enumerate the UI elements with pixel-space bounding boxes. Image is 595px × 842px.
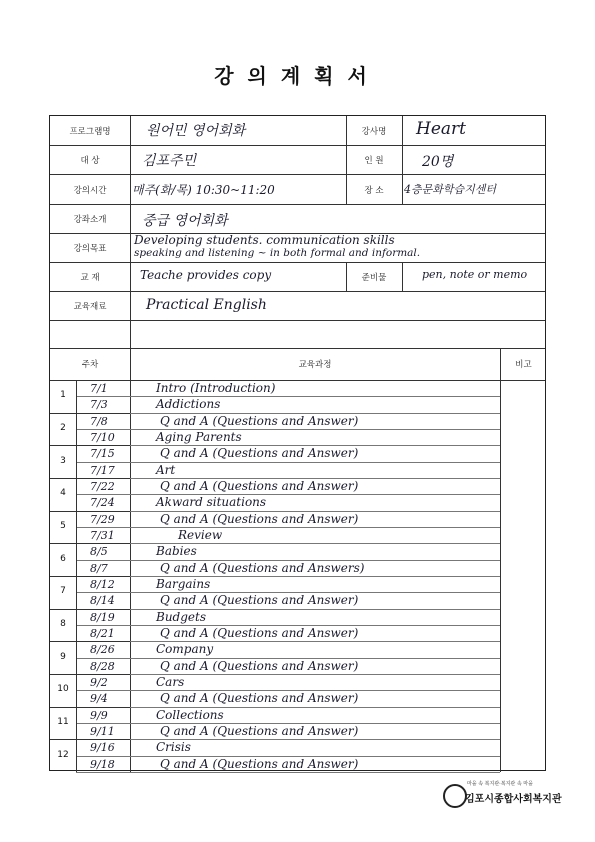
goal-line-2: speaking and listening ~ in both formal and informal. [134, 247, 421, 259]
entry-rule [76, 429, 500, 430]
entry-rule [76, 707, 500, 708]
resource-value: Practical English [146, 297, 267, 313]
entry-date: 8/19 [90, 610, 115, 624]
entry-topic: Q and A (Questions and Answer) [160, 724, 359, 738]
week-number: 12 [57, 749, 69, 760]
schedule-body [50, 380, 545, 772]
entry-date: 7/24 [90, 496, 115, 510]
entry-date: 7/15 [90, 447, 115, 461]
course-column-header: 교육과정 [298, 360, 332, 370]
week-divider [50, 609, 130, 610]
entry-topic: Q and A (Questions and Answers) [160, 560, 365, 575]
entry-date: 7/8 [90, 414, 108, 428]
entry-date: 7/17 [90, 463, 115, 477]
time-value: 매주(화/목) 10:30~11:20 [132, 183, 275, 197]
week-date-divider [76, 380, 77, 772]
week-divider [50, 445, 130, 446]
welfare-center-logo-icon [443, 784, 467, 808]
week-number: 7 [60, 586, 66, 597]
week-divider [50, 413, 130, 414]
entry-topic: Review [178, 528, 223, 542]
entry-date: 7/1 [90, 382, 108, 395]
plan-table [49, 115, 546, 771]
entry-date: 7/10 [90, 431, 115, 444]
week-number: 2 [60, 423, 66, 433]
entry-date: 9/18 [90, 757, 115, 771]
week-divider [50, 674, 130, 675]
entry-rule [76, 739, 500, 740]
instructor-value: Heart [416, 119, 466, 139]
document-title: 강의계획서 [214, 64, 381, 88]
entry-topic: Q and A (Questions and Answer) [160, 691, 359, 706]
entry-topic: Q and A (Questions and Answer) [160, 626, 359, 640]
logo-tagline: 마을 속 복지관·복지관 속 마을 [467, 781, 533, 787]
welfare-center-logo [443, 780, 563, 820]
logo-name: 김포시종합사회복지관 [465, 794, 562, 805]
entry-topic: Akward situations [156, 495, 267, 510]
headcount-value: 20명 [422, 154, 454, 170]
entry-rule [76, 576, 500, 577]
time-label: 강의시간 [73, 186, 107, 196]
program-label: 프로그램명 [69, 127, 111, 137]
week-number: 9 [60, 651, 66, 662]
entry-date: 9/4 [90, 692, 108, 706]
material-label: 교 재 [80, 273, 100, 283]
program-value: 원어민 영어회화 [146, 123, 246, 139]
note-column-header: 비고 [515, 360, 532, 370]
entry-topic: Art [156, 462, 176, 477]
week-column-header: 주차 [81, 360, 99, 370]
entry-date: 8/28 [90, 659, 115, 673]
prep-label: 준비물 [361, 273, 387, 283]
goal-label: 강의목표 [73, 244, 107, 254]
entry-rule [76, 609, 500, 610]
week-divider [50, 641, 130, 642]
entry-date: 7/29 [90, 512, 115, 526]
entry-topic: Cars [156, 675, 185, 689]
week-divider [50, 707, 130, 708]
entry-topic: Addictions [156, 397, 221, 412]
entry-rule [76, 543, 500, 544]
entry-rule [76, 462, 500, 463]
entry-topic: Babies [156, 544, 197, 559]
entry-date: 7/22 [90, 480, 115, 493]
entry-topic: Q and A (Questions and Answer) [160, 479, 359, 493]
entry-rule [76, 641, 500, 642]
entry-date: 8/5 [90, 545, 108, 559]
week-number: 5 [60, 521, 66, 531]
entry-topic: Company [156, 642, 214, 657]
resource-label: 교육재료 [73, 302, 107, 312]
week-number: 8 [60, 619, 66, 629]
intro-label: 강좌소개 [73, 215, 107, 225]
week-number: 10 [57, 684, 69, 695]
entry-date: 8/7 [90, 561, 108, 575]
week-divider [50, 543, 130, 544]
target-value: 김포주민 [142, 153, 197, 169]
place-label: 장 소 [364, 186, 384, 196]
entry-topic: Q and A (Questions and Answer) [160, 756, 359, 771]
headcount-label: 인 원 [364, 156, 384, 166]
entry-topic: Intro (Introduction) [156, 381, 276, 395]
week-number: 11 [57, 717, 69, 727]
entry-date: 8/12 [90, 578, 115, 591]
entry-date: 7/31 [90, 529, 115, 542]
entry-topic: Aging Parents [156, 430, 242, 444]
week-divider [50, 739, 130, 740]
entry-topic: Collections [156, 707, 224, 722]
entry-date: 9/11 [90, 725, 115, 738]
entry-date: 8/21 [90, 627, 115, 640]
entry-date: 9/9 [90, 708, 108, 722]
entry-date: 9/2 [90, 676, 108, 689]
entry-rule [76, 527, 500, 528]
goal-line-1: Developing students. communication skills [134, 233, 395, 247]
entry-rule [76, 396, 500, 397]
week-number: 1 [60, 390, 66, 401]
material-value: Teache provides copy [140, 268, 272, 282]
entry-topic: Q and A (Questions and Answer) [160, 413, 359, 428]
week-divider [50, 511, 130, 512]
week-divider [50, 478, 130, 479]
entry-rule [76, 494, 500, 495]
week-number: 6 [60, 553, 66, 564]
place-value: 4층문화학습지센터 [404, 183, 497, 196]
entry-date: 8/26 [90, 643, 115, 657]
intro-value: 중급 영어회화 [142, 213, 228, 229]
entry-topic: Q and A (Questions and Answer) [160, 446, 359, 461]
entry-date: 7/3 [90, 398, 108, 412]
target-label: 대 상 [80, 156, 100, 166]
week-number: 3 [60, 455, 66, 466]
week-divider [50, 576, 130, 577]
entry-date: 9/16 [90, 741, 115, 755]
entry-rule [76, 772, 500, 773]
entry-topic: Bargains [156, 577, 211, 591]
entry-topic: Q and A (Questions and Answer) [160, 593, 359, 608]
entry-topic: Q and A (Questions and Answer) [160, 658, 359, 673]
entry-rule [76, 674, 500, 675]
entry-topic: Q and A (Questions and Answer) [160, 511, 359, 526]
entry-topic: Crisis [156, 740, 191, 755]
week-number: 4 [60, 488, 66, 499]
prep-value: pen, note or memo [422, 268, 528, 281]
instructor-label: 강사명 [361, 127, 387, 137]
entry-topic: Budgets [156, 609, 206, 624]
entry-date: 8/14 [90, 594, 115, 608]
